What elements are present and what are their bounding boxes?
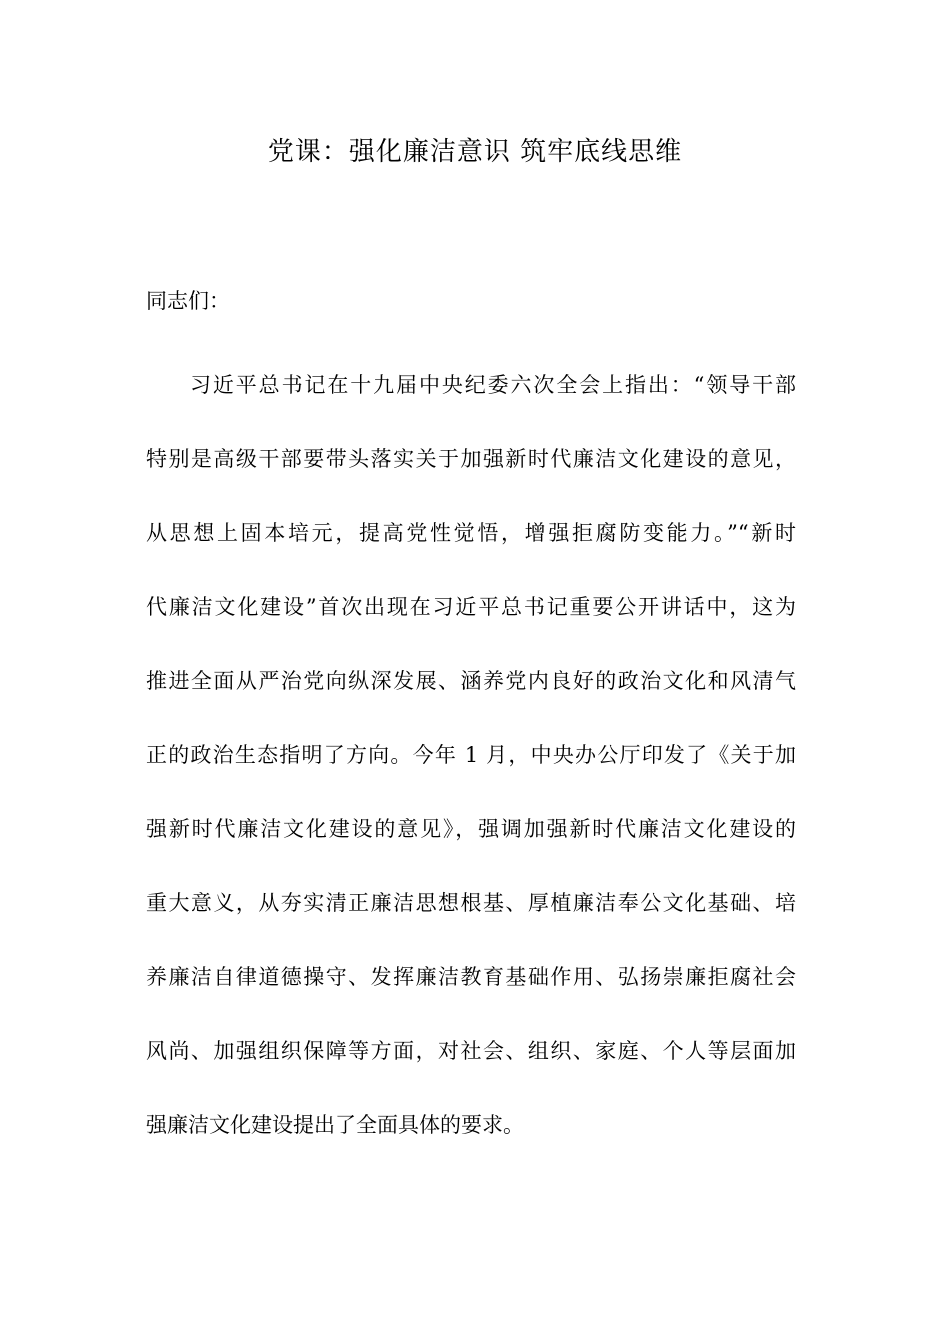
paragraph-line: 风尚、加强组织保障等方面，对社会、组织、家庭、个人等层面加 xyxy=(146,1039,796,1063)
paragraph-line: 强新时代廉洁文化建设的意见》，强调加强新时代廉洁文化建设的 xyxy=(146,817,796,841)
paragraph-line: 重大意义，从夯实清正廉洁思想根基、厚植廉洁奉公文化基础、培 xyxy=(146,891,796,915)
paragraph-line: 养廉洁自律道德操守、发挥廉洁教育基础作用、弘扬崇廉拒腐社会 xyxy=(146,965,796,989)
paragraph-line: 代廉洁文化建设”首次出现在习近平总书记重要公开讲话中，这为 xyxy=(146,595,796,619)
document-title: 党课：强化廉洁意识 筑牢底线思维 xyxy=(267,137,683,167)
salutation: 同志们： xyxy=(146,289,230,313)
paragraph-line: 强廉洁文化建设提出了全面具体的要求。 xyxy=(146,1113,524,1137)
paragraph-line: 特别是高级干部要带头落实关于加强新时代廉洁文化建设的意见， xyxy=(146,447,796,471)
paragraph-line: 习近平总书记在十九届中央纪委六次全会上指出：“领导干部 xyxy=(190,373,796,397)
paragraph-line: 正的政治生态指明了方向。今年 1 月，中央办公厅印发了《关于加 xyxy=(146,743,796,767)
paragraph-line: 推进全面从严治党向纵深发展、涵养党内良好的政治文化和风清气 xyxy=(146,669,796,693)
paragraph-line: 从思想上固本培元，提高党性觉悟，增强拒腐防变能力。”“新时 xyxy=(146,521,796,545)
